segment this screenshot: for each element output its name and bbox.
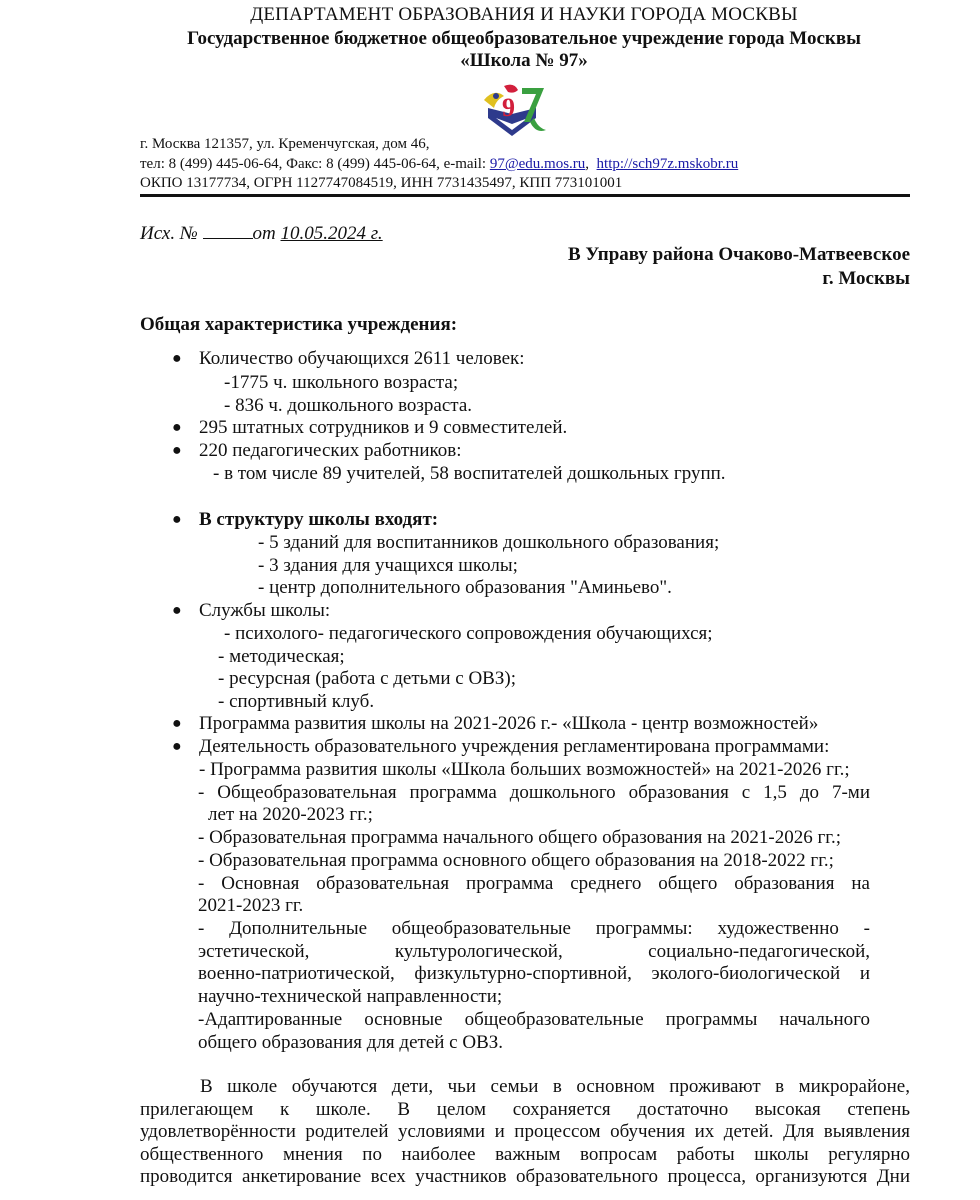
outgoing-prefix: Исх. № bbox=[140, 223, 203, 244]
department-title: ДЕПАРТАМЕНТ ОБРАЗОВАНИЯ И НАУКИ ГОРОДА МОСКВЫ bbox=[250, 4, 798, 25]
bullet-icon: ● bbox=[172, 738, 182, 755]
website-link[interactable]: http://sch97z.mskobr.ru bbox=[596, 156, 739, 172]
list-item: 220 педагогических работников: bbox=[199, 440, 462, 461]
bullet-icon: ● bbox=[172, 419, 182, 436]
list-item: 295 штатных сотрудников и 9 совместителей. bbox=[199, 417, 568, 438]
svg-text:9: 9 bbox=[502, 93, 515, 122]
outgoing-number bbox=[140, 222, 383, 245]
list-item: эстетической, культурологической, социально-педагогической, bbox=[198, 941, 870, 962]
list-item: Службы школы: bbox=[199, 600, 331, 621]
list-item: - 3 здания для учащихся школы; bbox=[258, 555, 518, 576]
list-item: - в том числе 89 учителей, 58 воспитателей дошкольных групп. bbox=[213, 463, 726, 484]
section-title: Общая характеристика учреждения: bbox=[140, 314, 458, 335]
contacts-line bbox=[140, 156, 738, 173]
paragraph-line: общественного мнения по наиболее важным вопросам работы школы регулярно bbox=[140, 1144, 910, 1165]
list-item: общего образования для детей с ОВЗ. bbox=[198, 1032, 504, 1053]
list-item: - Общеобразовательная программа дошкольного образования с 1,5 до 7-ми bbox=[198, 782, 870, 803]
bullet-icon: ● bbox=[172, 602, 182, 619]
list-item: - Образовательная программа основного общего образования на 2018-2022 гг.; bbox=[198, 850, 834, 871]
list-item: 2021-2023 гг. bbox=[198, 895, 304, 916]
list-item: - Основная образовательная программа среднего общего образования на bbox=[198, 873, 870, 894]
list-item: - психолого- педагогического сопровождения обучающихся; bbox=[224, 623, 713, 644]
recipient-line-2: г. Москвы bbox=[822, 268, 910, 289]
paragraph-line: удовлетворённости родителей условиями и процессом обучения их детей. Для выявления bbox=[140, 1121, 910, 1142]
bullet-icon: ● bbox=[172, 350, 182, 367]
contacts-separator: , bbox=[585, 156, 597, 172]
header-divider bbox=[140, 194, 910, 197]
list-item: - ресурсная (работа с детьми с ОВЗ); bbox=[218, 668, 516, 689]
paragraph-line: прилегающем к школе. В целом сохраняется достаточно высокая степень bbox=[140, 1099, 910, 1120]
list-item: военно-патриотической, физкультурно-спортивной, эколого-биологической и bbox=[198, 963, 870, 984]
paragraph-line: проводится анкетирование всех участников образовательного процесса, организуются Дни bbox=[140, 1166, 910, 1187]
list-item: - спортивный клуб. bbox=[218, 691, 375, 712]
school-97-logo-icon bbox=[474, 78, 552, 138]
list-item: научно-технической направленности; bbox=[198, 986, 503, 1007]
school-name: «Школа № 97» bbox=[460, 50, 588, 71]
recipient-line-1: В Управу района Очаково-Матвеевское bbox=[567, 244, 910, 265]
list-item: Количество обучающихся 2611 человек: bbox=[199, 348, 525, 369]
bullet-icon: ● bbox=[172, 715, 182, 732]
outgoing-number-blank bbox=[203, 222, 253, 239]
email-link[interactable]: 97@edu.mos.ru bbox=[489, 156, 586, 172]
list-item: В структуру школы входят: bbox=[199, 509, 439, 530]
list-item: Деятельность образовательного учреждения регламентирована программами: bbox=[199, 736, 830, 757]
list-item: - центр дополнительного образования "Аминьево". bbox=[258, 577, 672, 598]
address-line: г. Москва 121357, ул. Кременчугская, дом 46, bbox=[140, 136, 430, 152]
list-item: - методическая; bbox=[218, 646, 345, 667]
paragraph-line: В школе обучаются дети, чьи семьи в основном проживают в микрорайоне, bbox=[200, 1076, 910, 1097]
list-item: лет на 2020-2023 гг.; bbox=[208, 804, 373, 825]
list-item: -1775 ч. школьного возраста; bbox=[224, 372, 459, 393]
list-item: Программа развития школы на 2021-2026 г.- «Школа - центр возможностей» bbox=[199, 713, 819, 734]
bullet-icon: ● bbox=[172, 511, 182, 528]
bullet-icon: ● bbox=[172, 442, 182, 459]
contacts-prefix: тел: 8 (499) 445-06-64, Факс: 8 (499) 445-06-64, e-mail: bbox=[140, 156, 490, 172]
list-item: -Адаптированные основные общеобразовательные программы начального bbox=[198, 1009, 870, 1030]
institution-name: Государственное бюджетное общеобразовательное учреждение города Москвы bbox=[187, 28, 861, 49]
list-item: - Образовательная программа начального общего образования на 2021-2026 гг.; bbox=[198, 827, 841, 848]
outgoing-date: 10.05.2024 г. bbox=[280, 223, 383, 244]
list-item: - 5 зданий для воспитанников дошкольного образования; bbox=[258, 532, 720, 553]
list-item: - 836 ч. дошкольного возраста. bbox=[224, 395, 473, 416]
list-item: - Дополнительные общеобразовательные программы: художественно - bbox=[198, 918, 870, 939]
list-item: - Программа развития школы «Школа больших возможностей» на 2021-2026 гг.; bbox=[199, 759, 850, 780]
outgoing-from: от bbox=[252, 223, 281, 244]
registry-line: ОКПО 13177734, ОГРН 1127747084519, ИНН 7731435497, КПП 773101001 bbox=[140, 175, 623, 191]
